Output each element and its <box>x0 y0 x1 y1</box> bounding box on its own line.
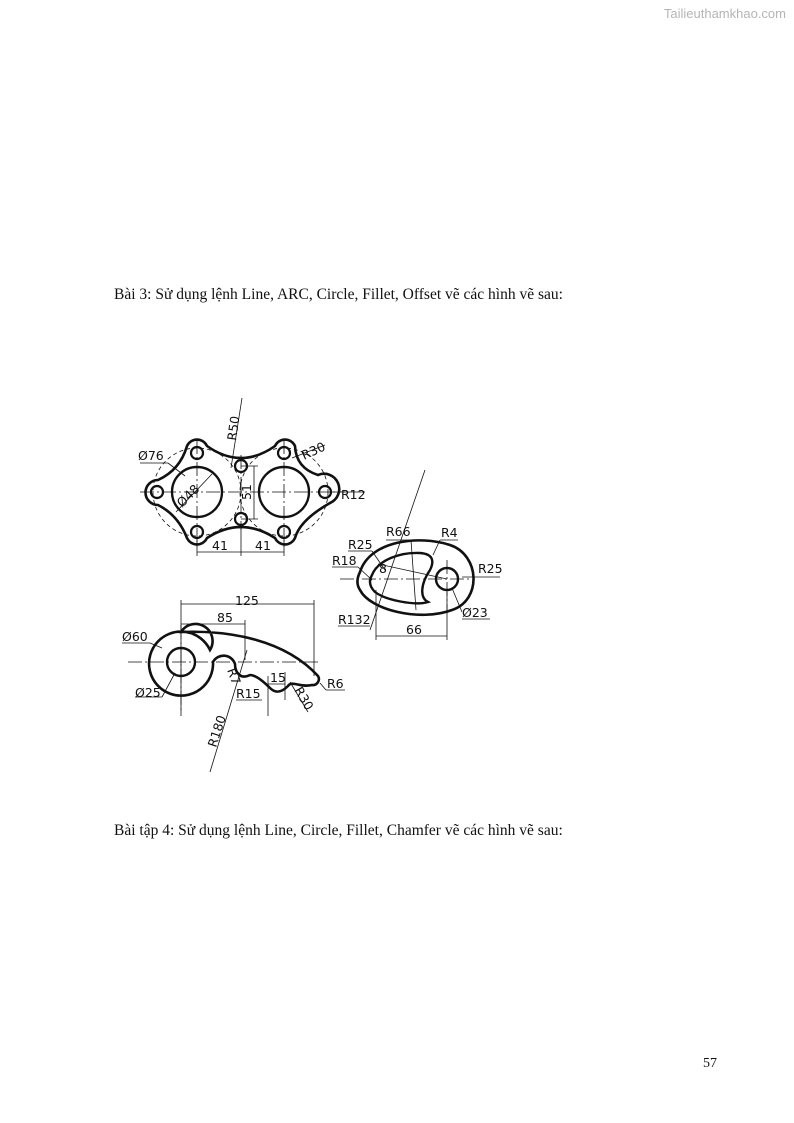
page-number: 57 <box>703 1056 717 1071</box>
cam-dim-r18: R18 <box>332 553 357 568</box>
lever-dim-d60: Ø60 <box>122 629 148 644</box>
flange-dim-r50: R50 <box>224 414 243 442</box>
cam-dim-r25-right: R25 <box>478 561 503 576</box>
lever-dim-125: 125 <box>235 593 259 608</box>
lever-dim-r15: R15 <box>236 686 261 701</box>
flange-dim-d76: Ø76 <box>138 448 164 463</box>
exercise-4-heading: Bài tập 4: Sử dụng lệnh Line, Circle, Fillet, Chamfer vẽ các hình vẽ sau: <box>114 822 563 839</box>
flange-dim-r30: R30 <box>298 438 328 463</box>
flange-dim-41-left: 41 <box>212 538 228 553</box>
lever-dim-r180: R180 <box>204 713 229 749</box>
cam-dim-d23: Ø23 <box>462 605 488 620</box>
watermark: Tailieuthamkhao.com <box>663 6 786 21</box>
lever-dim-15: 15 <box>270 670 286 685</box>
lever-dim-85: 85 <box>217 610 233 625</box>
flange-dim-41-right: 41 <box>255 538 271 553</box>
cam-dim-r66: R66 <box>386 524 411 539</box>
lever-drawing <box>122 593 345 772</box>
lever-dim-r6: R6 <box>327 676 344 691</box>
cam-dim-66: 66 <box>406 622 422 637</box>
lever-dim-r30: R30 <box>291 684 317 713</box>
flange-dim-51: 51 <box>239 484 254 500</box>
flange-dim-d48: Ø48 <box>173 481 203 511</box>
cam-dim-r25-left: R25 <box>348 537 373 552</box>
cam-dim-r4: R4 <box>441 525 458 540</box>
cam-dim-8: 8 <box>379 561 387 576</box>
exercise-3-heading: Bài 3: Sử dụng lệnh Line, ARC, Circle, Fillet, Offset vẽ các hình vẽ sau: <box>114 286 563 303</box>
flange-dim-r12: R12 <box>341 487 366 502</box>
flange-drawing <box>138 398 366 556</box>
lever-dim-d25: Ø25 <box>135 685 161 700</box>
lever-dim-r7: R7 <box>224 665 244 687</box>
cam-dim-r132: R132 <box>338 612 371 627</box>
